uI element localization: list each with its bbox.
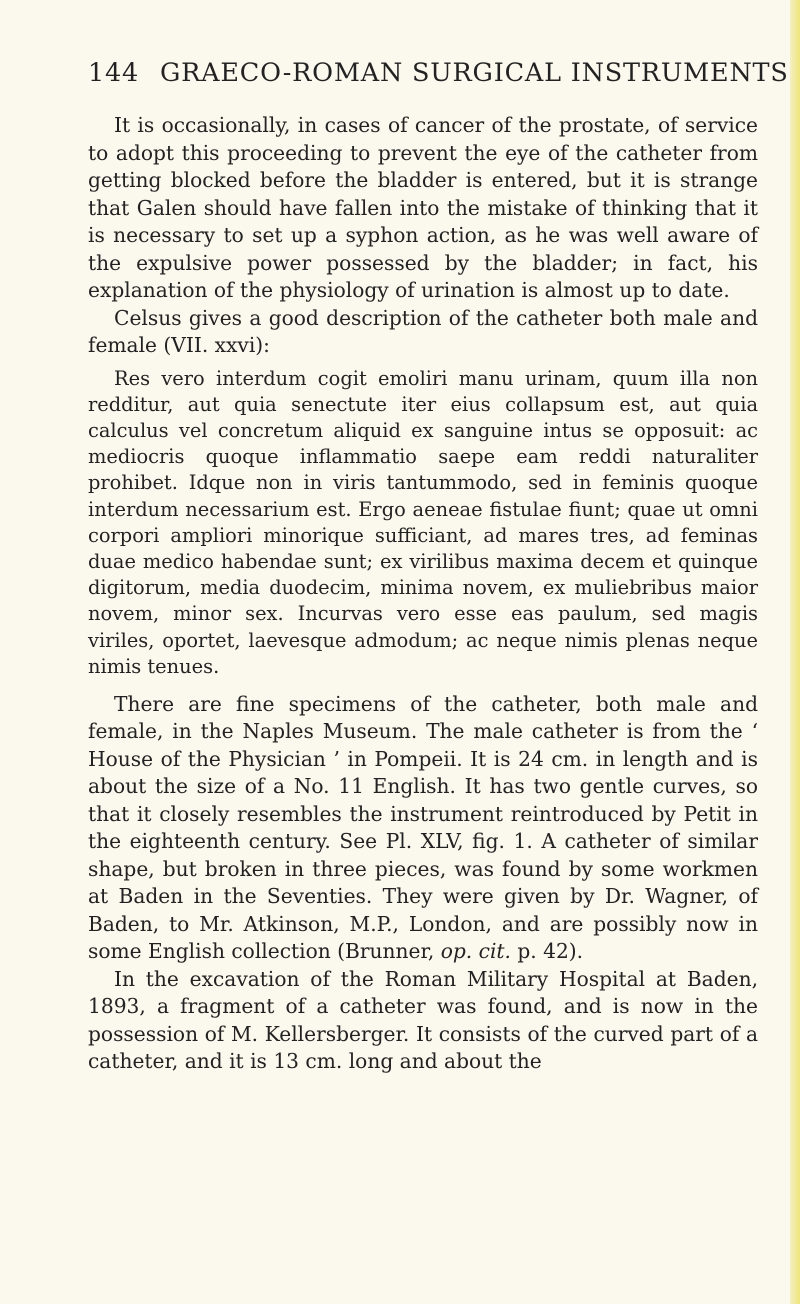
latin-quotation: Res vero interdum cogit emoliri manu urinam, quum illa non redditur, aut quia senectute iter eius collapsum est, aut quia calculus vel concretum aliquid ex sanguine intus se opposuit: ac mediocris quoque inflammatio saepe eam reddi naturaliter prohibet. Idque non in viris tantummodo, sed in feminis quoque interdum necessarium est. Ergo aeneae fistulae fiunt; quae ut omni corpori ampliori minorique sufficiant, ad mares tres, ad feminas duae medico habendae sunt; ex virilibus maxima decem et quinque digitorum, media duodecim, minima novem, ex muliebribus maior novem, minor sex. Incurvas vero esse eas paulum, sed magis viriles, oportet, laevesque admodum; ac neque nimis plenas neque nimis tenues. [88,366,758,678]
body-text [88,112,758,1076]
citation-reference: op. cit. [440,939,511,964]
page-edge [790,0,800,1304]
running-title: GRAECO-ROMAN SURGICAL INSTRUMENTS [159,58,789,88]
page-number: 144 [88,58,140,88]
paragraph-galen: It is occasionally, in cases of cancer of the prostate, of service to adopt this proceeding to prevent the eye of the catheter from getting blocked before the bladder is entered, but it is strange that Galen should have fallen into the mistake of thinking that it is necessary to set up a syphon action, as he was well aware of the expulsive power possessed by the bladder; in fact, his explanation of the physiology of urination is almost up to date. [88,113,758,302]
paragraph-celsus: Celsus gives a good description of the catheter both male and female (VII. xxvi): [88,305,758,357]
paragraph-baden: In the excavation of the Roman Military Hospital at Baden, 1893, a fragment of a catheter was found, and is now in the possession of M. Kellersberger. It consists of the curved part of a catheter, and it is 13 cm. long and about the [88,966,758,1074]
paragraph-naples-end: p. 42). [517,939,584,964]
paragraph-naples [88,691,758,966]
running-head [88,58,789,88]
paragraph-naples-text: There are fine specimens of the catheter, both male and female, in the Naples Museum. The male catheter is from the ‘ House of the Physician ’ in Pompeii. It is 24 cm. in length and is about the size of a No. 11 English. It has two gentle curves, so that it closely resembles the instrument reintroduced by Petit in the eighteenth century. See Pl. XLV, fig. 1. A catheter of similar shape, but broken in three pieces, was found by some workmen at Baden in the Seventies. They were given by Dr. Wagner, of Baden, to Mr. Atkinson, M.P., London, and are possibly now in some English collection (Brunner, [88,691,758,964]
